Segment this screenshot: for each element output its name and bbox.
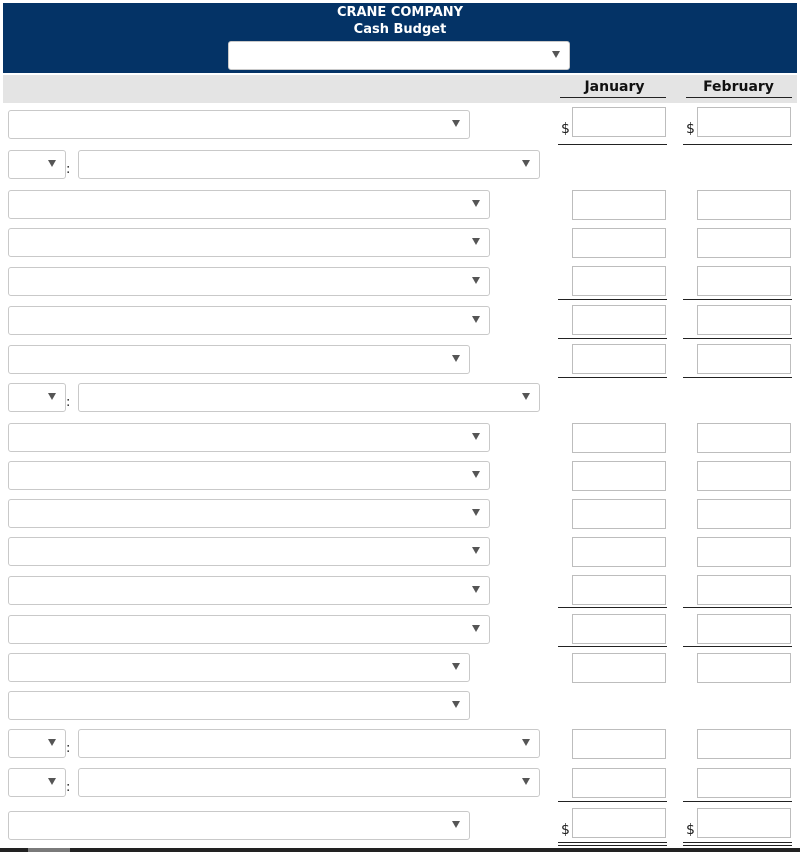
- double-underline: [558, 845, 667, 846]
- january-amount-input[interactable]: [572, 808, 666, 838]
- dropdown-arrow-icon: [472, 509, 480, 516]
- january-amount-input[interactable]: [572, 499, 666, 529]
- currency-symbol: $: [686, 822, 695, 838]
- january-amount-input[interactable]: [572, 423, 666, 453]
- dropdown-arrow-icon: [452, 663, 460, 670]
- column-header-bar: [3, 75, 797, 103]
- dropdown-arrow-icon: [472, 433, 480, 440]
- dropdown-arrow-icon: [472, 277, 480, 284]
- dropdown-arrow-icon: [48, 778, 56, 785]
- row-label-select[interactable]: [78, 383, 540, 412]
- row-prefix-select[interactable]: [8, 383, 66, 412]
- row-label-select[interactable]: [8, 576, 490, 605]
- row-label-select[interactable]: [8, 110, 470, 139]
- colon-separator: :: [66, 162, 71, 177]
- february-amount-input[interactable]: [697, 499, 791, 529]
- row-label-select[interactable]: [8, 653, 470, 682]
- dropdown-arrow-icon: [472, 316, 480, 323]
- report-title: Cash Budget: [353, 22, 447, 37]
- row-label-select[interactable]: [8, 461, 490, 490]
- row-label-select[interactable]: [8, 190, 490, 219]
- february-amount-input[interactable]: [697, 653, 791, 683]
- january-amount-input[interactable]: [572, 537, 666, 567]
- row-label-select[interactable]: [78, 729, 540, 758]
- january-amount-input[interactable]: [572, 190, 666, 220]
- dropdown-arrow-icon: [48, 393, 56, 400]
- january-amount-input[interactable]: [572, 461, 666, 491]
- period-select[interactable]: [228, 41, 570, 70]
- january-amount-input[interactable]: [572, 266, 666, 296]
- underline: [683, 377, 792, 378]
- row-label-select[interactable]: [8, 306, 490, 335]
- january-amount-input[interactable]: [572, 653, 666, 683]
- february-amount-input[interactable]: [697, 614, 791, 644]
- row-label-select[interactable]: [8, 537, 490, 566]
- february-amount-input[interactable]: [697, 768, 791, 798]
- underline: [683, 299, 792, 300]
- underline: [558, 801, 667, 802]
- dropdown-arrow-icon: [48, 160, 56, 167]
- row-label-select[interactable]: [8, 811, 470, 840]
- dropdown-arrow-icon: [472, 200, 480, 207]
- february-amount-input[interactable]: [697, 344, 791, 374]
- february-amount-input[interactable]: [697, 228, 791, 258]
- february-amount-input[interactable]: [697, 575, 791, 605]
- underline: [683, 607, 792, 608]
- underline: [558, 144, 667, 145]
- january-amount-input[interactable]: [572, 729, 666, 759]
- february-amount-input[interactable]: [697, 537, 791, 567]
- double-underline: [683, 845, 792, 846]
- horizontal-scrollbar[interactable]: [0, 848, 800, 852]
- underline: [558, 299, 667, 300]
- january-amount-input[interactable]: [572, 768, 666, 798]
- row-label-select[interactable]: [78, 768, 540, 797]
- dropdown-arrow-icon: [48, 739, 56, 746]
- row-label-select[interactable]: [8, 615, 490, 644]
- dropdown-arrow-icon: [472, 238, 480, 245]
- colon-separator: :: [66, 741, 71, 756]
- january-amount-input[interactable]: [572, 228, 666, 258]
- january-amount-input[interactable]: [572, 305, 666, 335]
- scrollbar-thumb[interactable]: [28, 848, 70, 852]
- underline: [558, 377, 667, 378]
- february-amount-input[interactable]: [697, 461, 791, 491]
- february-amount-input[interactable]: [697, 729, 791, 759]
- row-label-select[interactable]: [8, 267, 490, 296]
- row-label-select[interactable]: [78, 150, 540, 179]
- dropdown-arrow-icon: [452, 120, 460, 127]
- underline: [558, 338, 667, 339]
- january-amount-input[interactable]: [572, 107, 666, 137]
- underline: [683, 144, 792, 145]
- column-header-january: January: [584, 79, 645, 95]
- dropdown-arrow-icon: [522, 160, 530, 167]
- underline: [558, 646, 667, 647]
- february-amount-input[interactable]: [697, 190, 791, 220]
- currency-symbol: $: [561, 822, 570, 838]
- currency-symbol: $: [686, 121, 695, 137]
- row-prefix-select[interactable]: [8, 729, 66, 758]
- dropdown-arrow-icon: [522, 739, 530, 746]
- dropdown-arrow-icon: [472, 547, 480, 554]
- dropdown-arrow-icon: [552, 51, 560, 58]
- column-header-underline: [686, 97, 792, 98]
- column-header-february: February: [703, 79, 774, 95]
- row-label-select[interactable]: [8, 345, 470, 374]
- row-prefix-select[interactable]: [8, 768, 66, 797]
- underline: [683, 338, 792, 339]
- dropdown-arrow-icon: [522, 778, 530, 785]
- underline: [683, 646, 792, 647]
- row-label-select[interactable]: [8, 499, 490, 528]
- january-amount-input[interactable]: [572, 344, 666, 374]
- january-amount-input[interactable]: [572, 614, 666, 644]
- dropdown-arrow-icon: [522, 393, 530, 400]
- february-amount-input[interactable]: [697, 305, 791, 335]
- underline: [558, 607, 667, 608]
- dropdown-arrow-icon: [452, 355, 460, 362]
- row-label-select[interactable]: [8, 228, 490, 257]
- january-amount-input[interactable]: [572, 575, 666, 605]
- row-prefix-select[interactable]: [8, 150, 66, 179]
- company-name: CRANE COMPANY: [336, 5, 464, 20]
- double-underline: [683, 842, 792, 843]
- colon-separator: :: [66, 395, 71, 410]
- dropdown-arrow-icon: [472, 625, 480, 632]
- dropdown-arrow-icon: [472, 471, 480, 478]
- row-label-select[interactable]: [8, 423, 490, 452]
- double-underline: [558, 842, 667, 843]
- dropdown-arrow-icon: [452, 701, 460, 708]
- february-amount-input[interactable]: [697, 107, 791, 137]
- underline: [683, 801, 792, 802]
- currency-symbol: $: [561, 121, 570, 137]
- column-header-underline: [560, 97, 666, 98]
- colon-separator: :: [66, 780, 71, 795]
- row-label-select[interactable]: [8, 691, 470, 720]
- dropdown-arrow-icon: [452, 821, 460, 828]
- dropdown-arrow-icon: [472, 586, 480, 593]
- february-amount-input[interactable]: [697, 266, 791, 296]
- february-amount-input[interactable]: [697, 423, 791, 453]
- february-amount-input[interactable]: [697, 808, 791, 838]
